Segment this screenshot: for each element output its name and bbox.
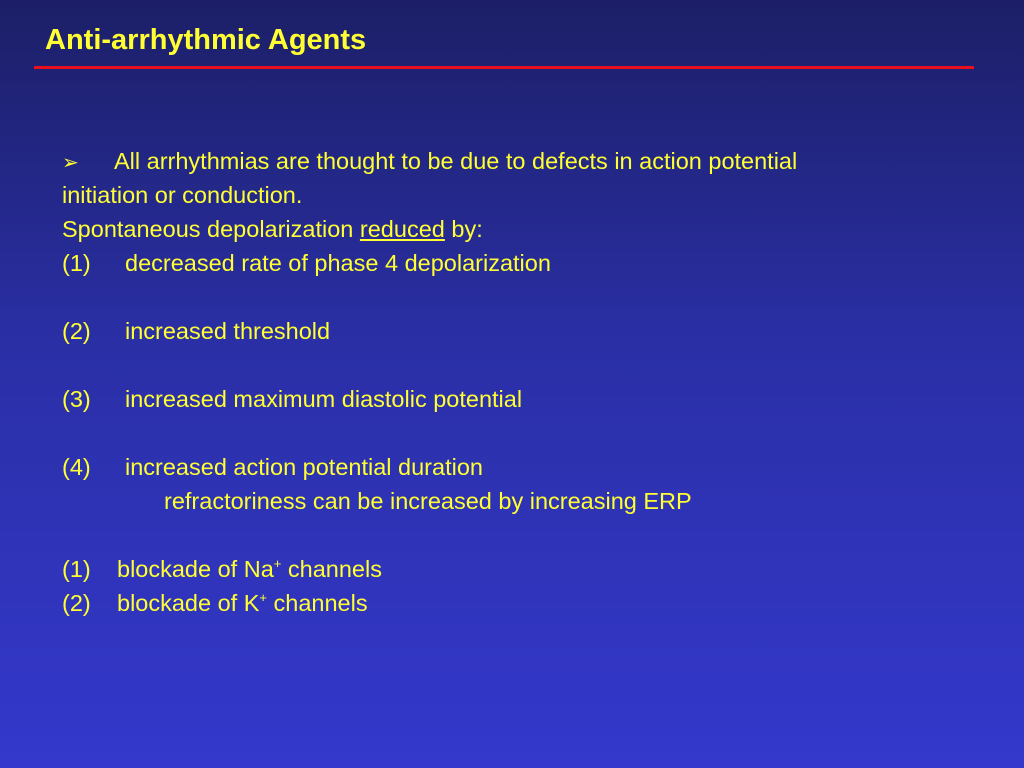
mechanism-text: increased threshold: [125, 318, 331, 344]
mechanism-item-2: [62, 314, 982, 348]
spacer: [62, 348, 982, 382]
blockade-text-after: channels: [281, 556, 382, 582]
refractoriness-note: refractoriness can be increased by increasing ERP: [164, 488, 692, 514]
mechanism-item-4: [62, 450, 982, 484]
underlined-reduced: reduced: [359, 216, 445, 242]
bullet-text-1: All arrhythmias are thought to be due to defects in action potential: [114, 148, 798, 174]
title-underline-rule: [34, 66, 974, 69]
mechanism-text: decreased rate of phase 4 depolarization: [125, 250, 551, 276]
mechanism-number: (1): [62, 250, 91, 276]
blockade-text-after: channels: [267, 590, 368, 616]
mechanism-number: (2): [62, 318, 91, 344]
mechanism-text: increased maximum diastolic potential: [125, 386, 523, 412]
blockade-item-2: [62, 586, 982, 620]
bullet-line-2: initiation or conduction.: [62, 182, 303, 208]
slide-title: Anti-arrhythmic Agents: [45, 24, 367, 56]
spontaneous-text-after: by:: [444, 216, 483, 242]
mechanism-text: increased action potential duration: [125, 454, 483, 480]
mechanism-number: (3): [62, 386, 91, 412]
blockade-number: (2): [62, 590, 91, 616]
slide-body: [62, 144, 982, 620]
spontaneous-line: [62, 212, 982, 246]
spacer: [62, 280, 982, 314]
mechanism-number: (4): [62, 454, 91, 480]
ion-charge-superscript: +: [259, 590, 267, 605]
arrow-bullet-icon: ➢: [62, 152, 79, 174]
blockade-text-before: blockade of K: [117, 590, 260, 616]
spontaneous-text-before: Spontaneous depolarization: [62, 216, 360, 242]
blockade-number: (1): [62, 556, 91, 582]
spacer: [62, 416, 982, 450]
ion-charge-superscript: +: [273, 556, 282, 571]
bullet-line-1: [62, 144, 982, 178]
blockade-text-before: blockade of Na: [117, 556, 274, 582]
blockade-item-1: [62, 552, 982, 586]
mechanism-item-1: [62, 246, 982, 280]
spacer: [62, 518, 982, 552]
mechanism-item-3: [62, 382, 982, 416]
